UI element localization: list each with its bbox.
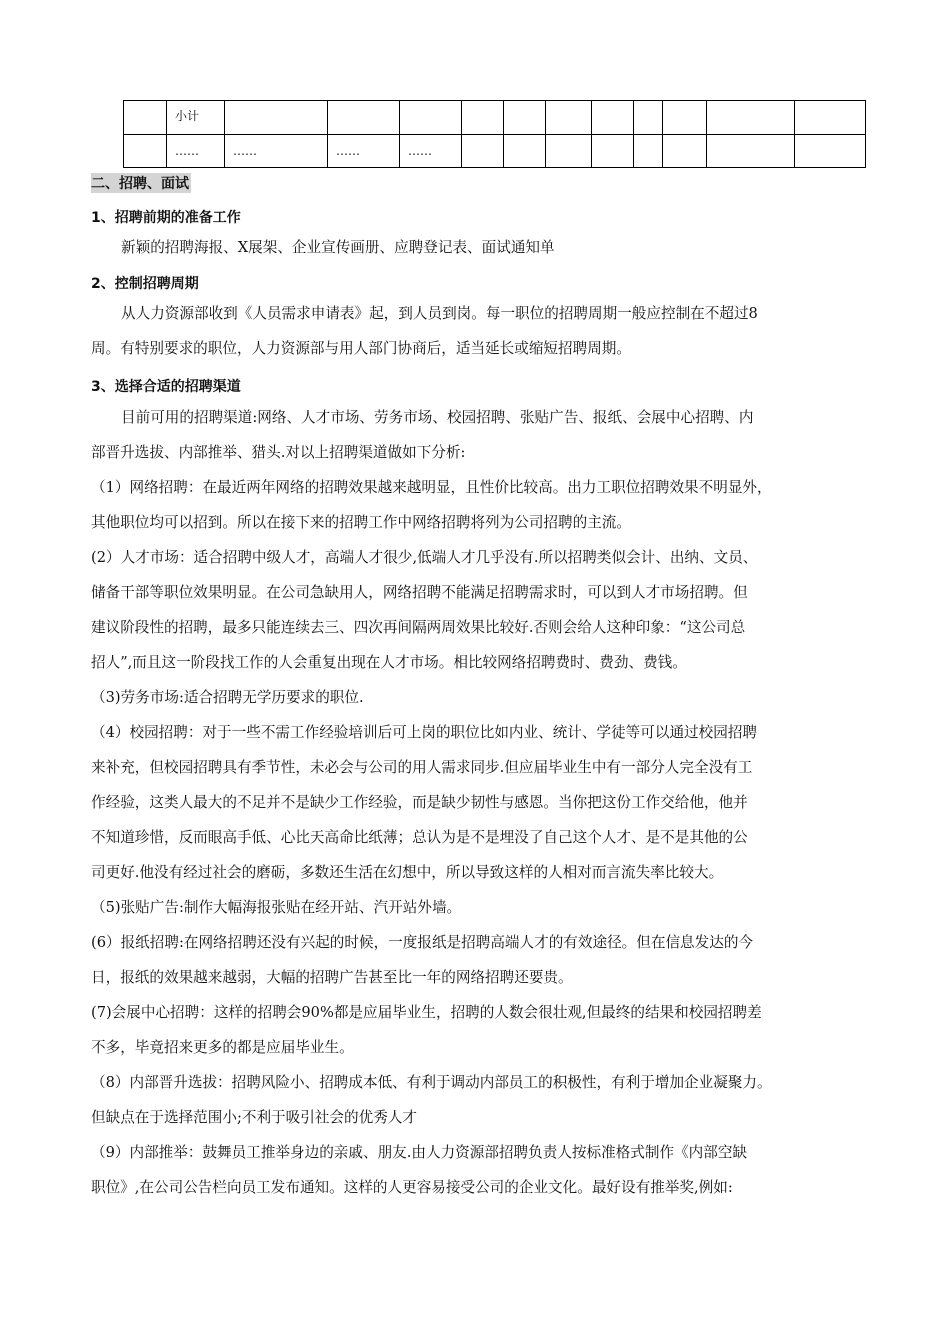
- text-line: 建议阶段性的招聘，最多只能连续去三、四次再间隔两周效果比较好.否则会给人这种印象：“这公司总: [91, 619, 746, 636]
- table-cell: [707, 101, 795, 135]
- table-cell: [634, 101, 663, 135]
- text-line: 从人力资源部收到《人员需求申请表》起，到人员到岗。每一职位的招聘周期一般应控制在不超过8: [121, 305, 758, 322]
- table-cell: [462, 135, 504, 168]
- table-cell: [592, 101, 634, 135]
- table-cell: [795, 101, 866, 135]
- table-cell: [462, 101, 504, 135]
- table-cell: ……: [167, 135, 225, 168]
- table-cell: [592, 135, 634, 168]
- text-line: 周。有特别要求的职位，人力资源部与用人部门协商后，适当延长或缩短招聘周期。: [91, 340, 631, 357]
- text-line: 招人”,而且这一阶段找工作的人会重复出现在人才市场。相比较网络招聘费时、费劲、费钱。: [91, 654, 687, 671]
- section-title: 二、招聘、面试: [91, 173, 191, 193]
- text-line: 职位》,在公司公告栏向员工发布通知。这样的人更容易接受公司的企业文化。最好设有推举奖,例如:: [91, 1179, 733, 1196]
- table-cell: ……: [328, 135, 400, 168]
- text-line: 司更好.他没有经过社会的磨砺，多数还生活在幻想中，所以导致这样的人相对而言流失率比较大。: [91, 864, 724, 881]
- text-line: 不知道珍惜，反而眼高手低、心比天高命比纸薄；总认为是不是埋没了自己这个人才、是不是其他的公: [91, 829, 748, 846]
- table-cell: [225, 101, 328, 135]
- table-cell: [795, 135, 866, 168]
- text-line: （8）内部晋升选拔：招聘风险小、招聘成本低、有利于调动内部员工的积极性，有利于增加企业凝聚力。: [91, 1074, 772, 1091]
- table-cell: [546, 101, 592, 135]
- table-row: [124, 135, 866, 168]
- subsection-title-cycle: 2、控制招聘周期: [91, 276, 199, 292]
- table-cell: [504, 101, 546, 135]
- table-cell: [328, 101, 400, 135]
- table-cell: 小计: [167, 101, 225, 135]
- text-line: （3)劳务市场:适合招聘无学历要求的职位.: [91, 689, 364, 706]
- text-line: 作经验，这类人最大的不足并不是缺少工作经验，而是缺少韧性与感恩。当你把这份工作交给他，他并: [91, 794, 748, 811]
- paragraph-cycle: [91, 296, 871, 366]
- text-line: 日，报纸的效果越来越弱，大幅的招聘广告甚至比一年的网络招聘还要贵。: [91, 969, 573, 986]
- subsection-title-preparation: 1、招聘前期的准备工作: [91, 210, 241, 226]
- text-line: （9）内部推举：鼓舞员工推举身边的亲戚、朋友.由人力资源部招聘负责人按标准格式制作《内部空缺: [91, 1144, 748, 1161]
- table-cell: [707, 135, 795, 168]
- text-line: 部晋升选拔、内部推举、猎头.对以上招聘渠道做如下分析:: [91, 444, 466, 461]
- text-line: 目前可用的招聘渠道:网络、人才市场、劳务市场、校园招聘、张贴广告、报纸、会展中心招聘、内: [121, 409, 754, 426]
- paragraph-channels: [91, 400, 871, 1205]
- table-cell: [400, 101, 462, 135]
- table-cell: [663, 135, 707, 168]
- table-cell: [124, 135, 167, 168]
- text-line: （5)张贴广告:制作大幅海报张贴在经开站、汽开站外墙。: [91, 899, 462, 916]
- text-line: 新颖的招聘海报、X展架、企业宣传画册、应聘登记表、面试通知单: [121, 239, 555, 256]
- table-cell: [124, 101, 167, 135]
- table-cell: [504, 135, 546, 168]
- text-line: (7)会展中心招聘：这样的招聘会90%都是应届毕业生，招聘的人数会很壮观,但最终的结果和校园招聘差: [91, 1004, 762, 1021]
- text-line: 来补充，但校园招聘具有季节性，未必会与公司的用人需求同步.但应届毕业生中有一部分人完全没有工: [91, 759, 753, 776]
- text-line: （4）校园招聘：对于一些不需工作经验培训后可上岗的职位比如内业、统计、学徒等可以通过校园招聘: [91, 724, 758, 741]
- text-line: 不多，毕竟招来更多的都是应届毕业生。: [91, 1039, 354, 1056]
- table-cell: ……: [225, 135, 328, 168]
- text-line: (6）报纸招聘:在网络招聘还没有兴起的时候，一度报纸是招聘高端人才的有效途径。但在信息发达的今: [91, 934, 754, 951]
- table-cell: [663, 101, 707, 135]
- table-cell: ……: [400, 135, 462, 168]
- table-cell: [634, 135, 663, 168]
- text-line: （1）网络招聘：在最近两年网络的招聘效果越来越明显，且性价比较高。出力工职位招聘效果不明显外，: [91, 479, 772, 496]
- text-line: 其他职位均可以招到。所以在接下来的招聘工作中网络招聘将列为公司招聘的主流。: [91, 514, 631, 531]
- text-line: 但缺点在于选择范围小;不利于吸引社会的优秀人才: [91, 1109, 417, 1126]
- subsection-title-channels: 3、选择合适的招聘渠道: [91, 379, 241, 395]
- paragraph-preparation: [91, 230, 871, 265]
- table-cell: [546, 135, 592, 168]
- text-line: (2）人才市场：适合招聘中级人才，高端人才很少,低端人才几乎没有.所以招聘类似会计、出纳、文员、: [91, 549, 758, 566]
- text-line: 储备干部等职位效果明显。在公司急缺用人，网络招聘不能满足招聘需求时，可以到人才市场招聘。但: [91, 584, 748, 601]
- summary-table: [123, 100, 866, 168]
- table-row: [124, 101, 866, 135]
